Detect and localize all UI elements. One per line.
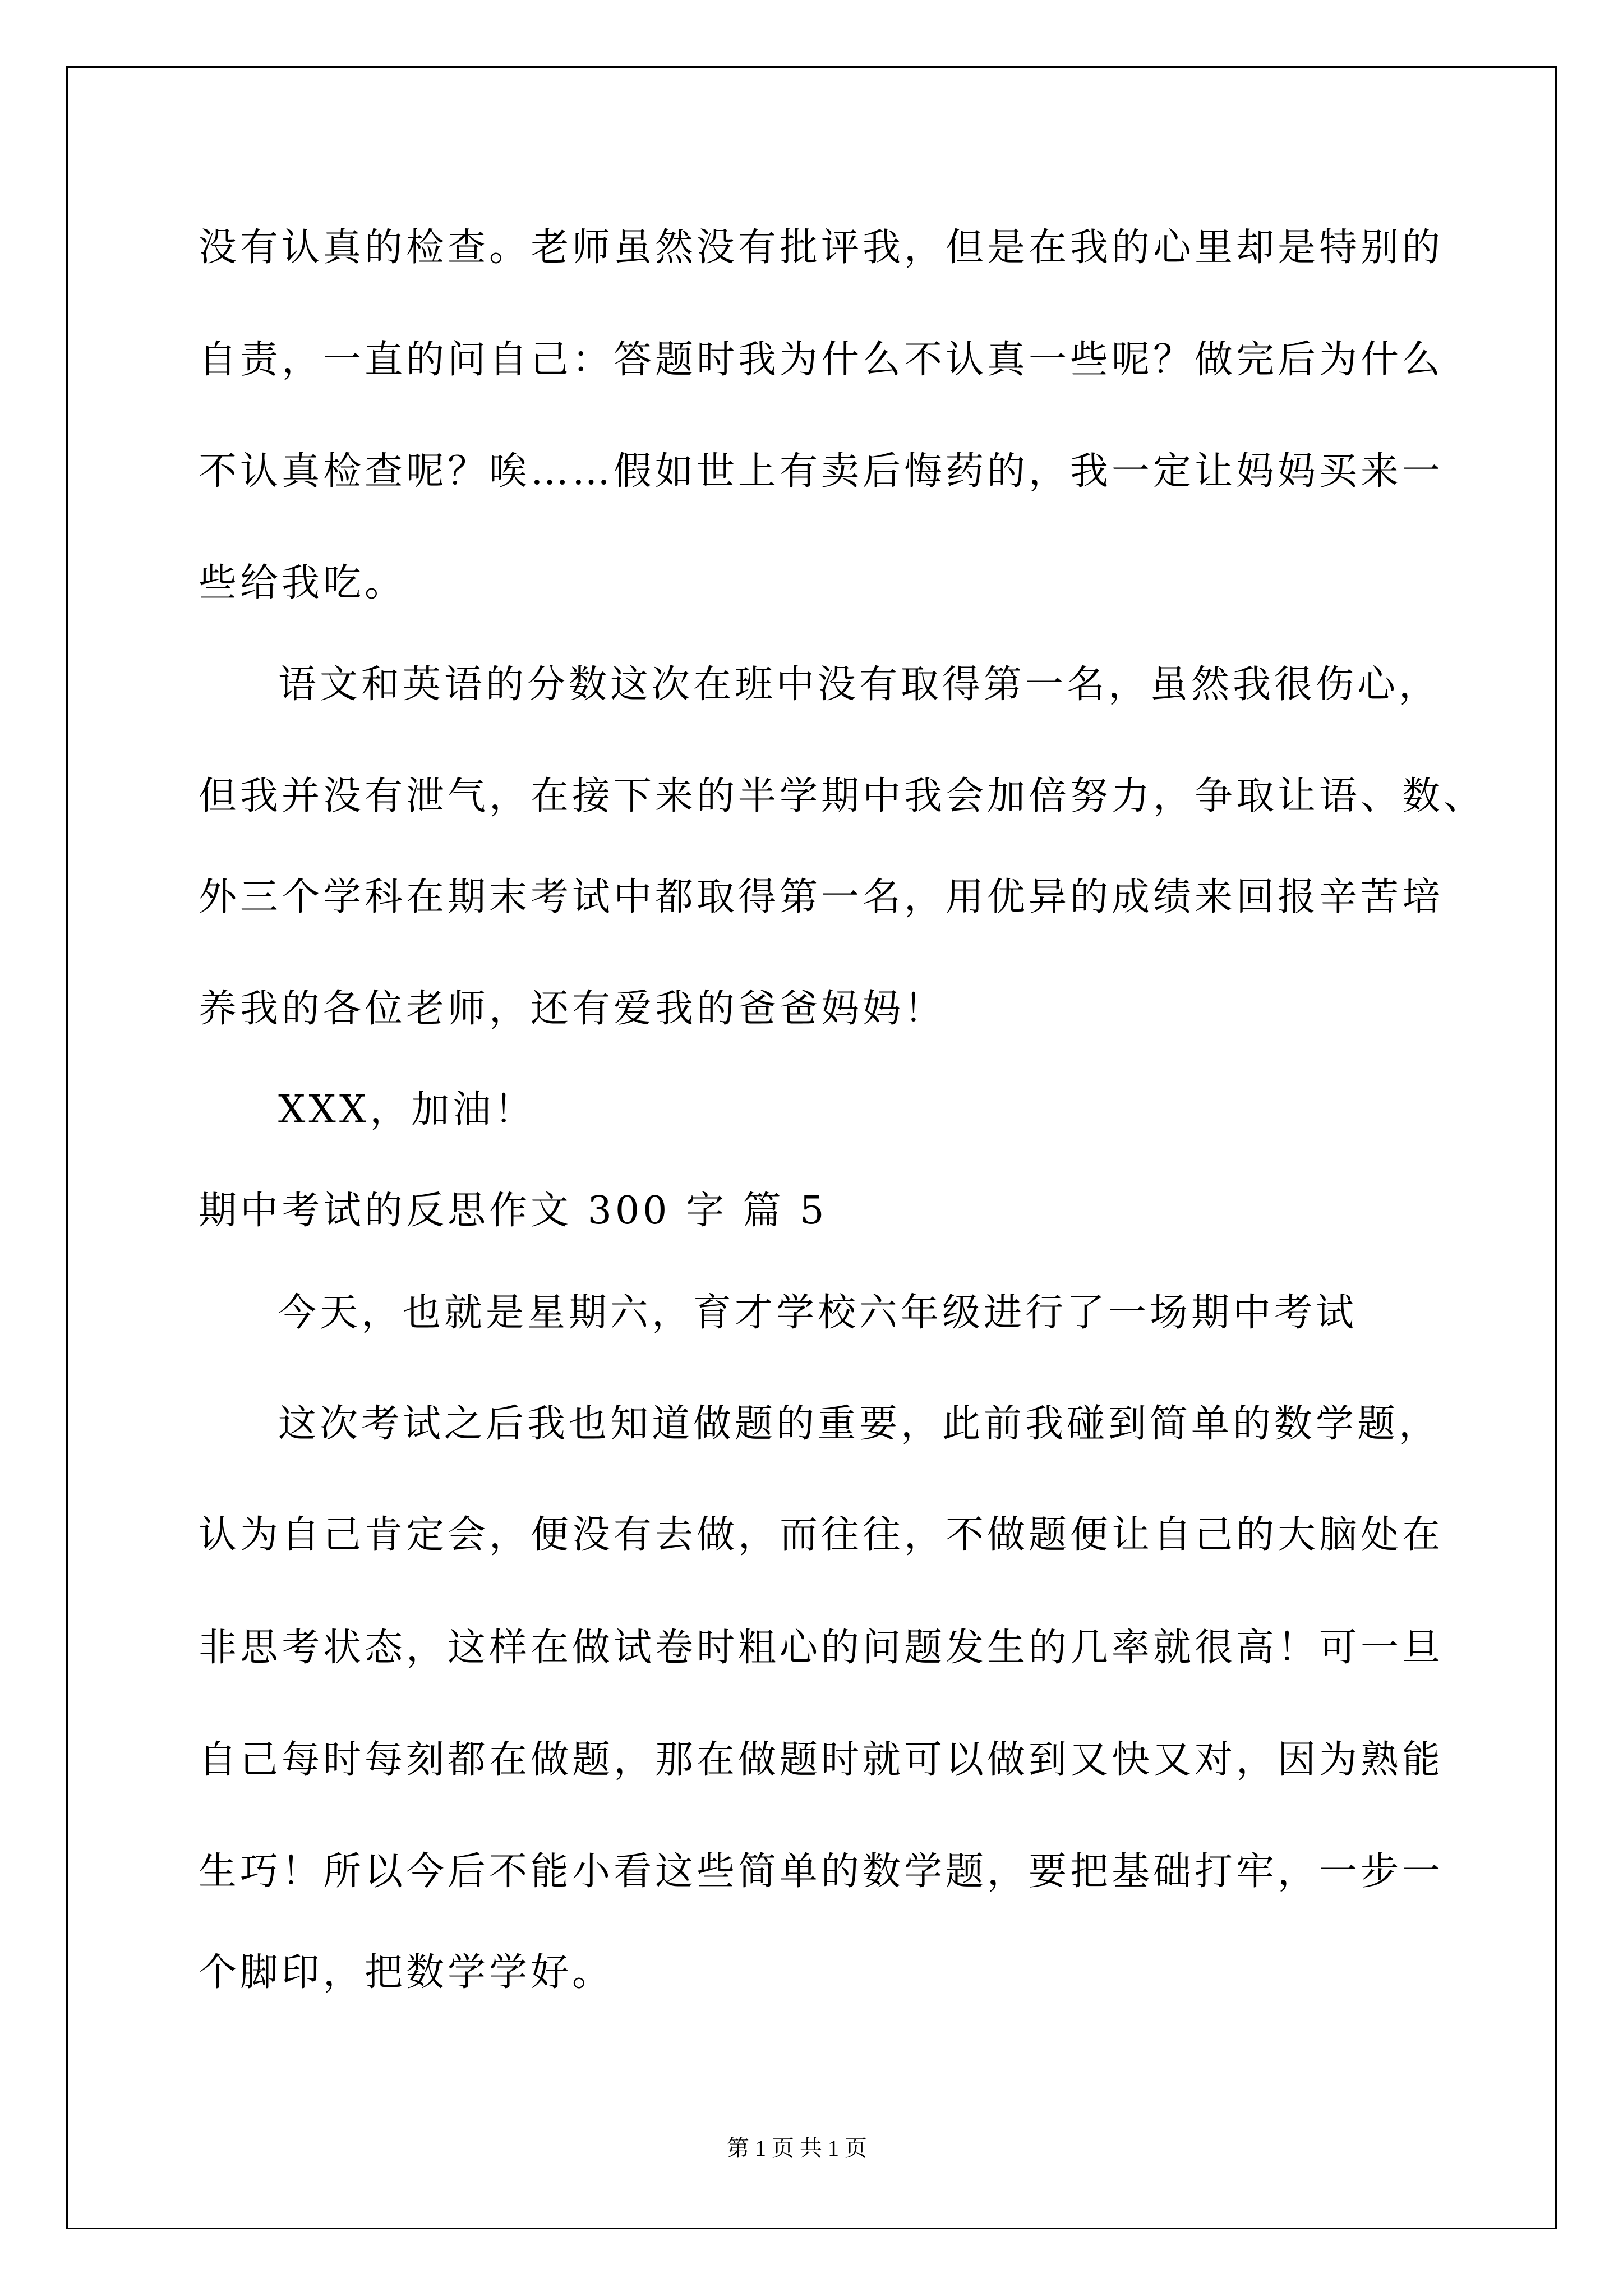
body-line: 养我的各位老师，还有爱我的爸爸妈妈！ bbox=[199, 987, 946, 1031]
page-number: 第 1 页 共 1 页 bbox=[727, 2136, 867, 2161]
body-line: 外三个学科在期末考试中都取得第一名，用优异的成绩来回报辛苦培 bbox=[199, 875, 1444, 919]
section-heading: 期中考试的反思作文 300 字 篇 5 bbox=[199, 1189, 828, 1233]
paragraph-first-line: 今天，也就是星期六，育才学校六年级进行了一场期中考试 bbox=[278, 1291, 1358, 1335]
body-line: 自己每时每刻都在做题，那在做题时就可以做到又快又对，因为熟能 bbox=[199, 1738, 1444, 1782]
body-line: 自责，一直的问自己：答题时我为什么不认真一些呢？做完后为什么 bbox=[199, 338, 1444, 382]
body-line: 但我并没有泄气，在接下来的半学期中我会加倍努力，争取让语、数、 bbox=[199, 774, 1486, 818]
paragraph-first-line: 这次考试之后我也知道做题的重要，此前我碰到简单的数学题， bbox=[278, 1402, 1441, 1446]
body-line: 生巧！所以今后不能小看这些简单的数学题，要把基础打牢，一步一 bbox=[199, 1849, 1444, 1894]
body-line: 个脚印，把数学学好。 bbox=[199, 1950, 614, 1995]
body-line: 些给我吃。 bbox=[199, 561, 407, 605]
signoff-line: XXX，加油！ bbox=[278, 1088, 536, 1132]
body-line: 非思考状态，这样在做试卷时粗心的问题发生的几率就很高！可一旦 bbox=[199, 1626, 1444, 1670]
body-line: 没有认真的检查。老师虽然没有批评我，但是在我的心里却是特别的 bbox=[199, 226, 1444, 270]
body-line: 不认真检查呢？唉……假如世上有卖后悔药的，我一定让妈妈买来一 bbox=[199, 449, 1444, 494]
paragraph-first-line: 语文和英语的分数这次在班中没有取得第一名，虽然我很伤心， bbox=[278, 662, 1441, 707]
page-border bbox=[66, 66, 1557, 2229]
body-line: 认为自己肯定会，便没有去做，而往往，不做题便让自己的大脑处在 bbox=[199, 1513, 1444, 1557]
